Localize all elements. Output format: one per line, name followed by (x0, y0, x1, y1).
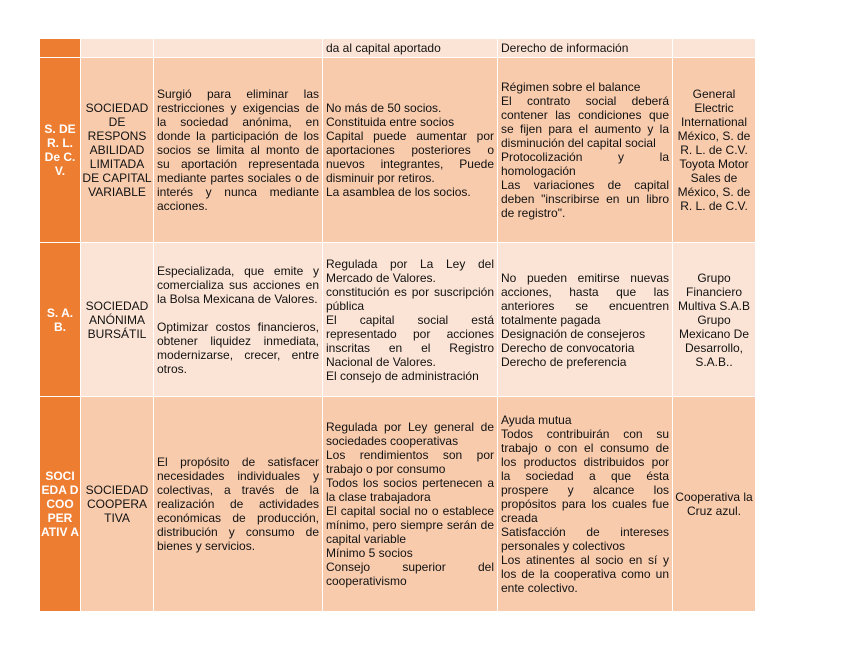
row-name: SOCIEDAD DE RESPONS ABILIDAD LIMITADA DE CAPITAL VARIABLE (81, 58, 154, 243)
right-line: Designación de consejeros (501, 326, 646, 341)
row-characteristics (323, 58, 498, 243)
row-purpose (154, 243, 323, 397)
right-line: Los atinentes al socio en sí y los de la cooperativa como un ente colectivo. (501, 553, 669, 595)
row-characteristics (323, 39, 498, 58)
characteristic-line: Todos los socios pertenecen a la clase trabajadora (326, 476, 494, 504)
right-line: El contrato social deberá contener las condiciones que se fijen para el aumento y la disminución del capital social (501, 94, 669, 150)
characteristic-line: Consejo superior del cooperativismo (326, 560, 494, 588)
row-code: S. A. B. (40, 243, 81, 397)
row-rights (498, 243, 673, 397)
characteristic-line: La asamblea de los socios. (326, 185, 471, 199)
row-code: SOCI EDA D COO PER ATIV A (40, 397, 81, 612)
characteristic-line: El consejo de administración (326, 368, 479, 383)
right-line: Ayuda mutua (501, 413, 572, 427)
right-line: Protocolización y la homologación (501, 150, 669, 178)
characteristic-line: Los rendimientos son por trabajo o por consumo (326, 448, 494, 476)
row-name: SOCIEDAD COOPERA TIVA (81, 397, 154, 612)
comparison-table-page (39, 38, 756, 612)
right-line: Las variaciones de capital deben "inscribirse en un libro de registro". (501, 178, 669, 220)
table-row (40, 58, 756, 243)
row-purpose: Surgió para eliminar las restricciones y exigencias de la sociedad anónima, en donde la participación de los socios se limita al monto de su aportación representada mediante partes sociales o de interés y nunca mediante acciones. (154, 58, 323, 243)
row-examples: Grupo Financiero Multiva S.A.B Grupo Mexicano De Desarrollo, S.A.B.. (673, 243, 756, 397)
characteristic-line: Regulada por La Ley del Mercado de Valores. (326, 256, 494, 285)
characteristic-line: Mínimo 5 socios (326, 546, 413, 560)
table-row (40, 397, 756, 612)
row-characteristics (323, 243, 498, 397)
characteristic-line: Regulada por Ley general de sociedades cooperativas (326, 420, 494, 448)
characteristic-line: El capital social no o establece mínimo, pero siempre serán de capital variable (326, 504, 494, 546)
row-name: SOCIEDAD ANÓNIMA BURSÁTIL (81, 243, 154, 397)
right-line: Derecho de información (501, 41, 629, 55)
row-characteristics (323, 397, 498, 612)
table-row (40, 243, 756, 397)
purpose-line: Especializada, que emite y comercializa sus acciones en la Bolsa Mexicana de Valores. (157, 263, 319, 306)
right-line: Derecho de preferencia (501, 354, 627, 369)
row-examples: Cooperativa la Cruz azul. (673, 397, 756, 612)
characteristic-line: No más de 50 socios. (326, 101, 442, 115)
purpose-line: Optimizar costos financieros, obtener liquidez inmediata, modernizarse, crecer, entre otros. (157, 319, 319, 376)
characteristic-line: El capital social está representado por acciones inscritas en el Registro Nacional de Valores. (326, 312, 494, 369)
right-line: No pueden emitirse nuevas acciones, hasta que las anteriores se encuentren totalmente pagada (501, 270, 669, 327)
characteristic-line: da al capital aportado (326, 41, 441, 55)
row-examples (673, 39, 756, 58)
row-name (81, 39, 154, 58)
table-row (40, 39, 756, 58)
row-rights (498, 39, 673, 58)
row-code (40, 39, 81, 58)
row-purpose: El propósito de satisfacer necesidades individuales y colectivas, a través de la realización de actividades económicas de producción, distribución y consumo de bienes y servicios. (154, 397, 323, 612)
company-types-table (39, 38, 756, 612)
row-purpose (154, 39, 323, 58)
right-line: Todos contribuirán con su trabajo o con el consumo de los productos distribuidos por la sociedad a que ésta prospere y alcance los propósitos para los cuales fue creada (501, 427, 669, 525)
characteristic-line: Capital puede aumentar por aportaciones posteriores o nuevos integrantes, Puede disminuir por retiros. (326, 129, 494, 185)
right-line: Régimen sobre el balance (501, 80, 641, 94)
paragraph-gap (157, 306, 319, 320)
right-line: Derecho de convocatoria (501, 340, 635, 355)
row-examples: General Electric International México, S. de R. L. de C.V. Toyota Motor Sales de México, S. de R. L. de C.V. (673, 58, 756, 243)
row-rights (498, 58, 673, 243)
right-line: Satisfacción de intereses personales y colectivos (501, 525, 669, 553)
row-code: S. DE R. L. De C. V. (40, 58, 81, 243)
row-rights (498, 397, 673, 612)
characteristic-line: constitución es por suscripción pública (326, 284, 494, 313)
characteristic-line: Constituida entre socios (326, 115, 455, 129)
